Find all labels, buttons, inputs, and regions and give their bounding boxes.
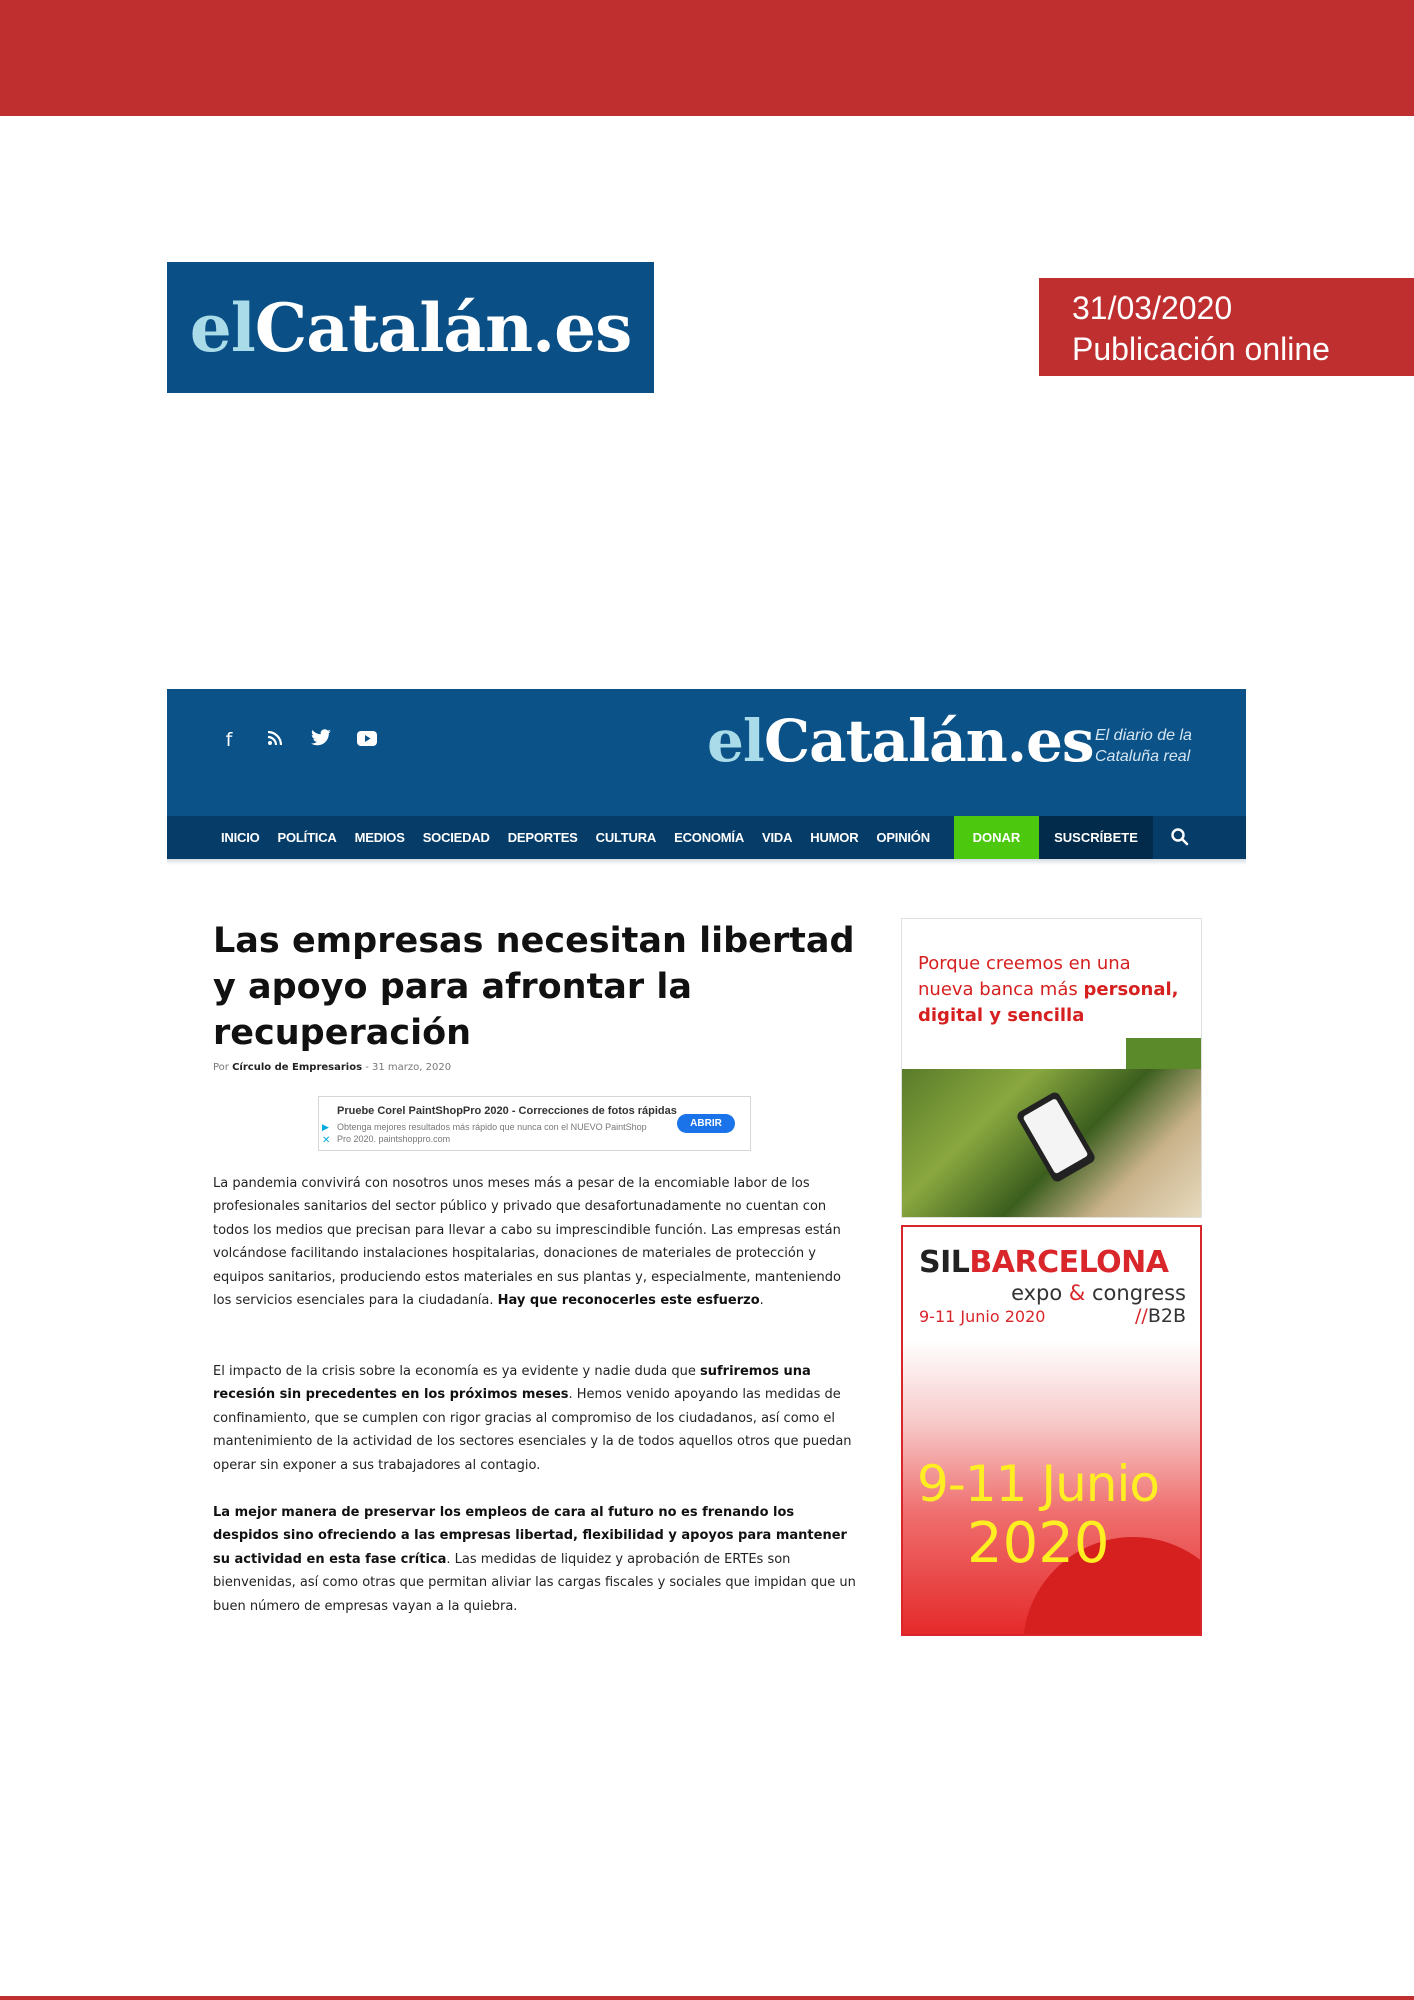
sil-barcelona-ad[interactable] [901, 1225, 1202, 1636]
article-author[interactable]: Círculo de Empresarios [232, 1062, 363, 1073]
search-icon[interactable] [1170, 827, 1190, 847]
text-ad-banner[interactable] [318, 1096, 751, 1151]
sil-big-dates: 9-11 Junio [917, 1455, 1159, 1513]
article-date: 31 marzo, 2020 [372, 1062, 452, 1073]
ad-description: Obtenga mejores resultados más rápido que nunca con el NUEVO PaintShop Pro 2020. paintshoppro.com [337, 1122, 647, 1144]
youtube-icon[interactable] [355, 729, 379, 752]
sil-dates: 9-11 Junio 2020 [919, 1307, 1046, 1326]
sil-b2b: //B2B [1135, 1305, 1186, 1327]
article-headline: Las empresas necesitan libertad y apoyo para afrontar la recuperación [213, 921, 855, 1053]
ad-title[interactable]: Pruebe Corel PaintShopPro 2020 - Correcciones de fotos rápidas [337, 1105, 677, 1117]
bank-ad[interactable] [901, 918, 1202, 1218]
top-red-bar [0, 0, 1414, 116]
bank-ad-photo-corner [1126, 1038, 1202, 1069]
nav-item-medios[interactable]: MEDIOS [354, 830, 405, 845]
bottom-red-line [0, 1996, 1414, 2000]
subscribe-button[interactable]: SUSCRÍBETE [1039, 816, 1153, 859]
ad-choices-icon[interactable]: ▶ [322, 1122, 329, 1132]
social-links [217, 729, 379, 752]
nav-shadow [167, 859, 1246, 865]
site-header [167, 689, 1246, 816]
bank-ad-text: Porque creemos en una nueva banca más personal, digital y sencilla [918, 953, 1179, 1026]
publication-type: Publicación online [1072, 331, 1330, 367]
nav-item-deportes[interactable]: DEPORTES [507, 830, 578, 845]
nav-item-economia[interactable]: ECONOMÍA [674, 830, 745, 845]
site-logo[interactable]: elCatalán.es [707, 707, 1094, 775]
main-nav [167, 816, 1246, 859]
publication-date: 31/03/2020 [1072, 290, 1233, 326]
nav-items [221, 816, 930, 859]
article-byline: Por Círculo de Empresarios - 31 marzo, 2020 [213, 1062, 452, 1073]
site-tagline: El diario de la Cataluña real [1095, 727, 1192, 765]
donate-button[interactable]: DONAR [954, 816, 1039, 859]
nav-item-sociedad[interactable]: SOCIEDAD [422, 830, 490, 845]
publication-date-box [1039, 278, 1414, 376]
article-paragraph-2: El impacto de la crisis sobre la economía es ya evidente y nadie duda que sufriremos una recesión sin precedentes en los próximos meses. Hemos venido apoyando las medidas de confinamiento, que se cumplen con rigor gracias al compromiso de los ciudadanos, así como el mantenimiento de la actividad de los sectores esenciales y la de todos aquellos otros que puedan operar sin exponer a sus trabajadores al contagio. [213, 1364, 852, 1473]
logo-text: elCatalán.es [189, 288, 632, 367]
nav-item-vida[interactable]: VIDA [762, 830, 793, 845]
facebook-icon[interactable]: f [225, 729, 233, 751]
article-paragraph-1: La pandemia convivirá con nosotros unos meses más a pesar de la encomiable labor de los profesionales sanitarios del sector público y privado que desafortunadamente no cuentan con todos los medios que precisan para llevar a cabo su imprescindible función. Las empresas están volcándose facilitando instalaciones hospitalarias, donaciones de materiales de protección y equipos sanitarios, produciendo estos materiales en sus plantas y, especialmente, manteniendo los servicios esenciales para la ciudadanía. Hay que reconocerles este esfuerzo. [213, 1176, 841, 1309]
ad-close-icon[interactable]: ✕ [322, 1135, 331, 1146]
article-paragraph-3: La mejor manera de preservar los empleos de cara al futuro no es frenando los despidos sino ofreciendo a las empresas libertad, flexibilidad y apoyos para mantener su actividad en esta fase crítica. Las medidas de liquidez y aprobación de ERTEs son bienvenidas, así como otras que permitan aliviar las cargas fiscales y sociales que impidan que un buen número de empresas vayan a la quiebra. [213, 1505, 856, 1614]
nav-item-humor[interactable]: HUMOR [810, 830, 859, 845]
nav-item-inicio[interactable]: INICIO [221, 830, 260, 845]
publication-logo [167, 262, 654, 393]
twitter-icon[interactable] [309, 729, 333, 752]
sil-subtitle: expo & congress [1011, 1281, 1186, 1305]
nav-item-politica[interactable]: POLÍTICA [277, 830, 337, 845]
sil-big-year: 2020 [967, 1511, 1110, 1576]
sil-logo: SILBARCELONA [919, 1245, 1169, 1280]
rss-icon[interactable] [263, 729, 287, 752]
nav-item-cultura[interactable]: CULTURA [595, 830, 657, 845]
ad-open-button[interactable]: ABRIR [677, 1114, 735, 1133]
nav-item-opinion[interactable]: OPINIÓN [876, 830, 930, 845]
